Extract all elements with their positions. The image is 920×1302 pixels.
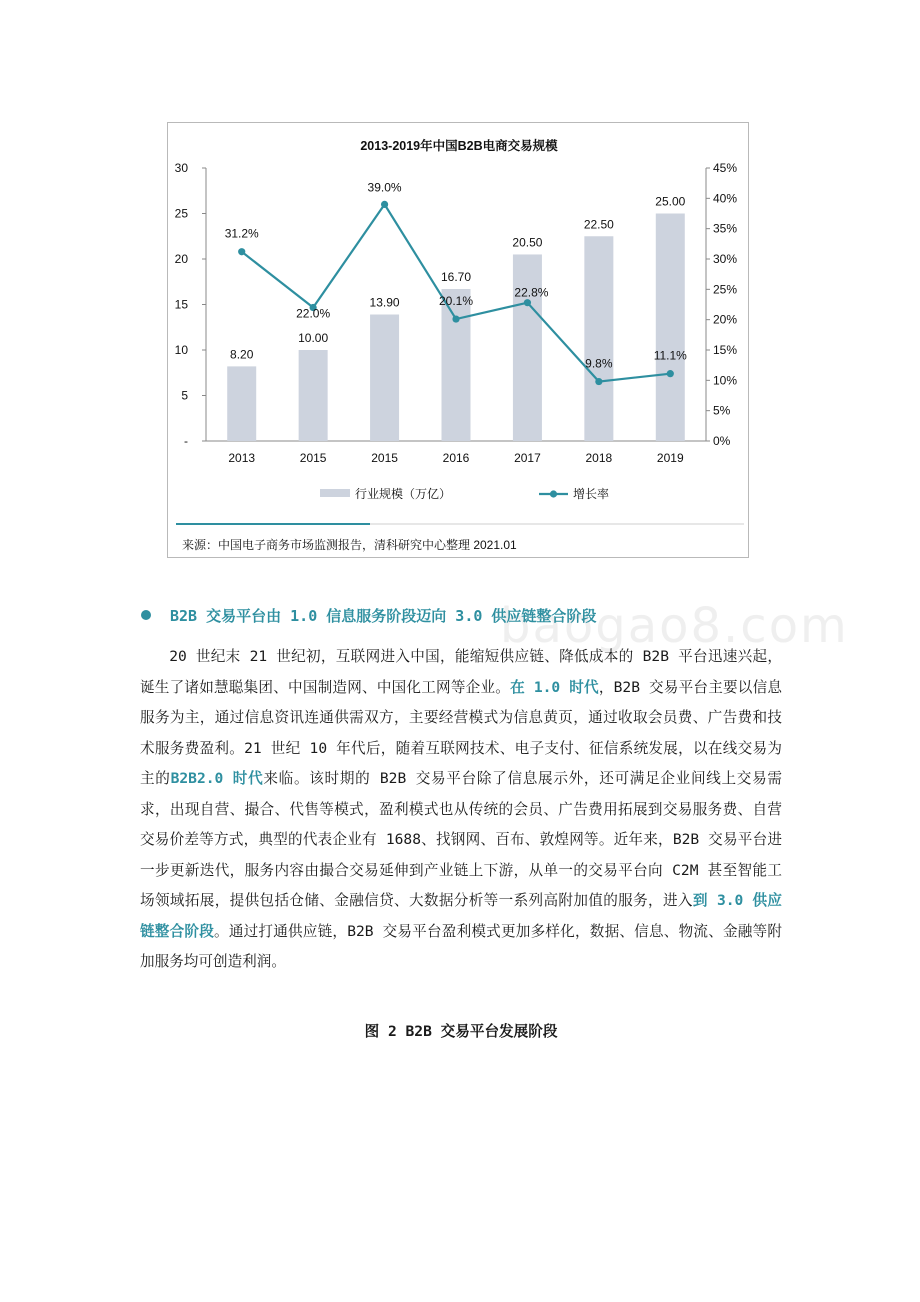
highlight-era-1: 在 1.0 时代: [510, 678, 599, 696]
right-tick-label: 0%: [713, 434, 731, 448]
right-tick-label: 35%: [713, 221, 738, 236]
bar-2017-4: [513, 254, 542, 441]
bar-2018-5: [584, 236, 613, 441]
right-tick-label: 25%: [713, 282, 738, 297]
growth-point-2: [381, 201, 388, 208]
x-tick-label: 2015: [299, 451, 327, 465]
text-run: 。通过打通供应链，B2B 交易平台盈利模式更加多样化，数据、信息、物流、金融等附加服务均可创造利润。: [140, 922, 782, 970]
text-run: 来临。该时期的 B2B 交易平台除了信息展示外，还可满足企业间线上交易需求，出现自营、撮合、代售等模式，盈利模式也从传统的会员、广告费用拓展到交易服务费、自营交易价差等方式，典型的代表企业有 1688、找钢网、百布、敦煌网等。近年来，B2B 交易平台进一步更新迭代，服务内容由撮合交易延伸到产业链上下游，从单一的交易平台向 C2M 甚至智能工场领域拓展，提供包括仓储、金融信贷、大数据分析等一系列高附加值的服务，进入: [140, 770, 782, 909]
watermark: baogao8.com: [500, 598, 849, 654]
growth-value-label: 31.2%: [224, 226, 259, 241]
figure-caption: 图 2 B2B 交易平台发展阶段: [364, 1023, 558, 1040]
right-tick-label: 15%: [713, 343, 738, 357]
growth-value-label: 11.1%: [653, 348, 687, 363]
right-tick-label: 45%: [713, 161, 738, 175]
bar-value-label: 8.20: [230, 347, 254, 362]
left-tick-label: 20: [174, 252, 188, 266]
legend-line-label: 增长率: [573, 487, 610, 501]
growth-value-label: 9.8%: [585, 356, 613, 371]
right-tick-label: 20%: [713, 312, 738, 327]
paragraph-1: [140, 642, 782, 978]
bar-value-label: 22.50: [583, 217, 614, 232]
chart-frame: [167, 122, 749, 558]
x-tick-label: 2013: [228, 451, 256, 465]
highlight-era-3: 到 3.0 供应链整合阶段: [140, 892, 782, 940]
right-tick-label: 10%: [713, 373, 738, 388]
section-heading-text: B2B 交易平台由 1.0 信息服务阶段迈向 3.0 供应链整合阶段: [170, 607, 597, 625]
section-heading: [140, 604, 800, 628]
bar-2016-3: [442, 289, 471, 441]
left-tick-label: -: [184, 434, 188, 448]
chart-svg: [168, 123, 750, 559]
left-tick-label: 15: [174, 297, 188, 312]
growth-point-4: [524, 299, 531, 306]
x-tick-label: 2017: [514, 451, 541, 465]
legend-bar-label: 行业规模（万亿）: [355, 487, 452, 501]
left-tick-label: 30: [174, 161, 188, 175]
bar-value-label: 16.70: [440, 270, 472, 285]
legend-bar-swatch: [320, 489, 350, 497]
right-tick-label: 5%: [713, 403, 731, 418]
x-tick-label: 2018: [585, 451, 613, 465]
right-tick-label: 30%: [713, 252, 738, 266]
left-tick-label: 10: [174, 343, 188, 357]
bar-value-label: 10.00: [298, 331, 329, 345]
growth-value-label: 39.0%: [367, 180, 402, 195]
legend-line-marker: [550, 490, 557, 497]
growth-value-label: 22.8%: [514, 285, 549, 300]
bar-2013-0: [227, 366, 256, 441]
growth-point-3: [452, 315, 459, 322]
bar-2015-2: [370, 315, 399, 441]
growth-value-label: 20.1%: [438, 294, 474, 309]
bar-value-label: 13.90: [369, 295, 400, 310]
highlight-era-2: B2B2.0 时代: [170, 770, 264, 787]
growth-point-6: [667, 370, 674, 377]
text-run: 20 世纪末 21 世纪初，互联网进入中国，能缩短供应链、降低成本的 B2B 平台迅速兴起，诞生了诸如慧聪集团、中国制造网、中国化工网等企业。: [140, 648, 782, 696]
text-run: ，B2B 交易平台主要以信息服务为主，通过信息资讯连通供需双方，主要经营模式为信息黄页，通过收取会员费、广告费和技术服务费盈利。21 世纪 10 年代后，随着互联网技术、电子支付、征信系统发展，以在线交易为主的: [140, 678, 782, 787]
left-tick-label: 25: [174, 206, 188, 221]
left-tick-label: 5: [181, 388, 188, 403]
bar-value-label: 20.50: [512, 235, 543, 250]
chart-title: 2013-2019年中国B2B电商交易规模: [360, 139, 558, 153]
growth-value-label: 22.0%: [296, 306, 331, 321]
bar-2019-6: [653, 214, 687, 442]
bar-2015-1: [299, 350, 328, 441]
x-tick-label: 2019: [656, 451, 684, 465]
x-tick-label: 2015: [371, 451, 398, 465]
source-note: 来源：中国电子商务市场监测报告，清科研究中心整理 2021.01: [182, 538, 517, 552]
bar-value-label: 25.00: [655, 194, 686, 209]
growth-point-0: [238, 248, 245, 255]
x-tick-label: 2016: [442, 451, 470, 465]
body-paragraph: [140, 642, 782, 978]
right-tick-label: 40%: [713, 191, 738, 206]
growth-point-5: [595, 378, 602, 385]
